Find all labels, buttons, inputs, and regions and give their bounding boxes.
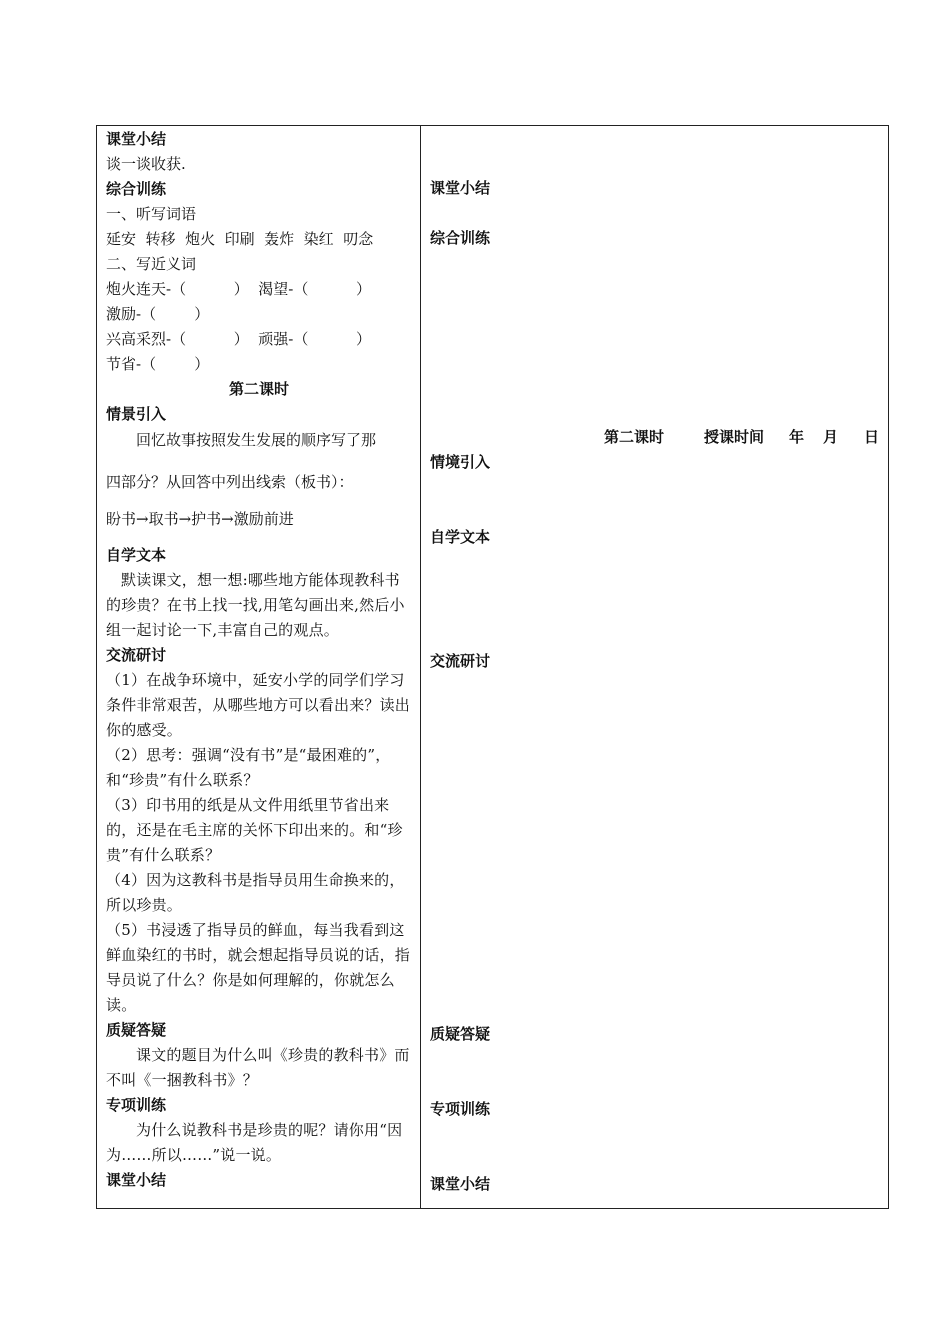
text-qa: 课文的题目为什么叫《珍贵的教科书》而不叫《一捆教科书》？ xyxy=(106,1046,410,1089)
text-recall: 回忆故事按照发生发展的顺序写了那 xyxy=(136,431,377,449)
text-selfstudy: 默读课文，想一想:哪些地方能体现教科书的珍贵？在书上找一找,用笔勾画出来,然后小组一起讨论一下,丰富自己的观点。 xyxy=(106,571,405,639)
right-discussion: 交流研讨 xyxy=(430,652,491,670)
right-intro: 情境引入 xyxy=(430,453,491,471)
text-syn2: 激励-（ ） xyxy=(106,305,210,323)
heading-intro: 情景引入 xyxy=(106,405,167,423)
heading-training: 综合训练 xyxy=(106,180,167,198)
text-syn4: 节省-（ ） xyxy=(106,355,210,373)
heading-summary: 课堂小结 xyxy=(106,130,167,148)
text-special: 为什么说教科书是珍贵的呢？请你用“因为……所以……”说一说。 xyxy=(106,1121,403,1164)
text-syn1: 炮火连天-（ ） 渴望-（ ） xyxy=(106,280,372,298)
heading-discussion: 交流研讨 xyxy=(106,646,167,664)
text-q2: （2）思考：强调“没有书”是“最困难的”，和“珍贵”有什么联系？ xyxy=(106,746,391,789)
text-clue: 盼书→取书→护书→激励前进 xyxy=(106,510,294,528)
text-synonyms: 二、写近义词 xyxy=(106,255,197,273)
text-q3: （3）印书用的纸是从文件用纸里节省出来的，还是在毛主席的关怀下印出来的。和“珍贵”有什么联系？ xyxy=(106,796,403,864)
right-year: 年 xyxy=(789,428,805,446)
right-second-lesson: 第二课时 xyxy=(604,428,665,446)
text-recall-2: 四部分？从回答中列出线索（板书）： xyxy=(106,473,354,491)
heading-selfstudy: 自学文本 xyxy=(106,546,167,564)
heading-special: 专项训练 xyxy=(106,1096,167,1114)
text-harvest: 谈一谈收获. xyxy=(106,155,186,173)
right-time-label: 授课时间 xyxy=(704,428,765,446)
right-selfstudy: 自学文本 xyxy=(430,528,491,546)
right-special: 专项训练 xyxy=(430,1100,491,1118)
text-q1: （1）在战争环境中，延安小学的同学们学习条件非常艰苦，从哪些地方可以看出来？读出你的感受。 xyxy=(106,671,411,739)
left-column xyxy=(106,127,412,1193)
text-dictation: 一、听写词语 xyxy=(106,205,197,223)
text-q4: （4）因为这教科书是指导员用生命换来的，所以珍贵。 xyxy=(106,871,405,914)
column-divider xyxy=(420,125,421,1209)
right-qa: 质疑答疑 xyxy=(430,1025,491,1043)
heading-qa: 质疑答疑 xyxy=(106,1021,167,1039)
right-day: 日 xyxy=(864,428,880,446)
right-summary-2: 课堂小结 xyxy=(430,1175,491,1193)
heading-second-lesson: 第二课时 xyxy=(228,380,289,398)
text-syn3: 兴高采烈-（ ） 顽强-（ ） xyxy=(106,330,372,348)
right-training: 综合训练 xyxy=(430,229,491,247)
text-q5: （5）书浸透了指导员的鲜血，每当我看到这鲜血染红的书时，就会想起指导员说的话，指导员说了什么？你是如何理解的，你就怎么读。 xyxy=(106,921,411,1014)
right-month: 月 xyxy=(823,428,839,446)
heading-summary-2: 课堂小结 xyxy=(106,1171,167,1189)
text-words: 延安 转移 炮火 印刷 轰炸 染红 叨念 xyxy=(106,230,374,248)
right-summary: 课堂小结 xyxy=(430,179,491,197)
